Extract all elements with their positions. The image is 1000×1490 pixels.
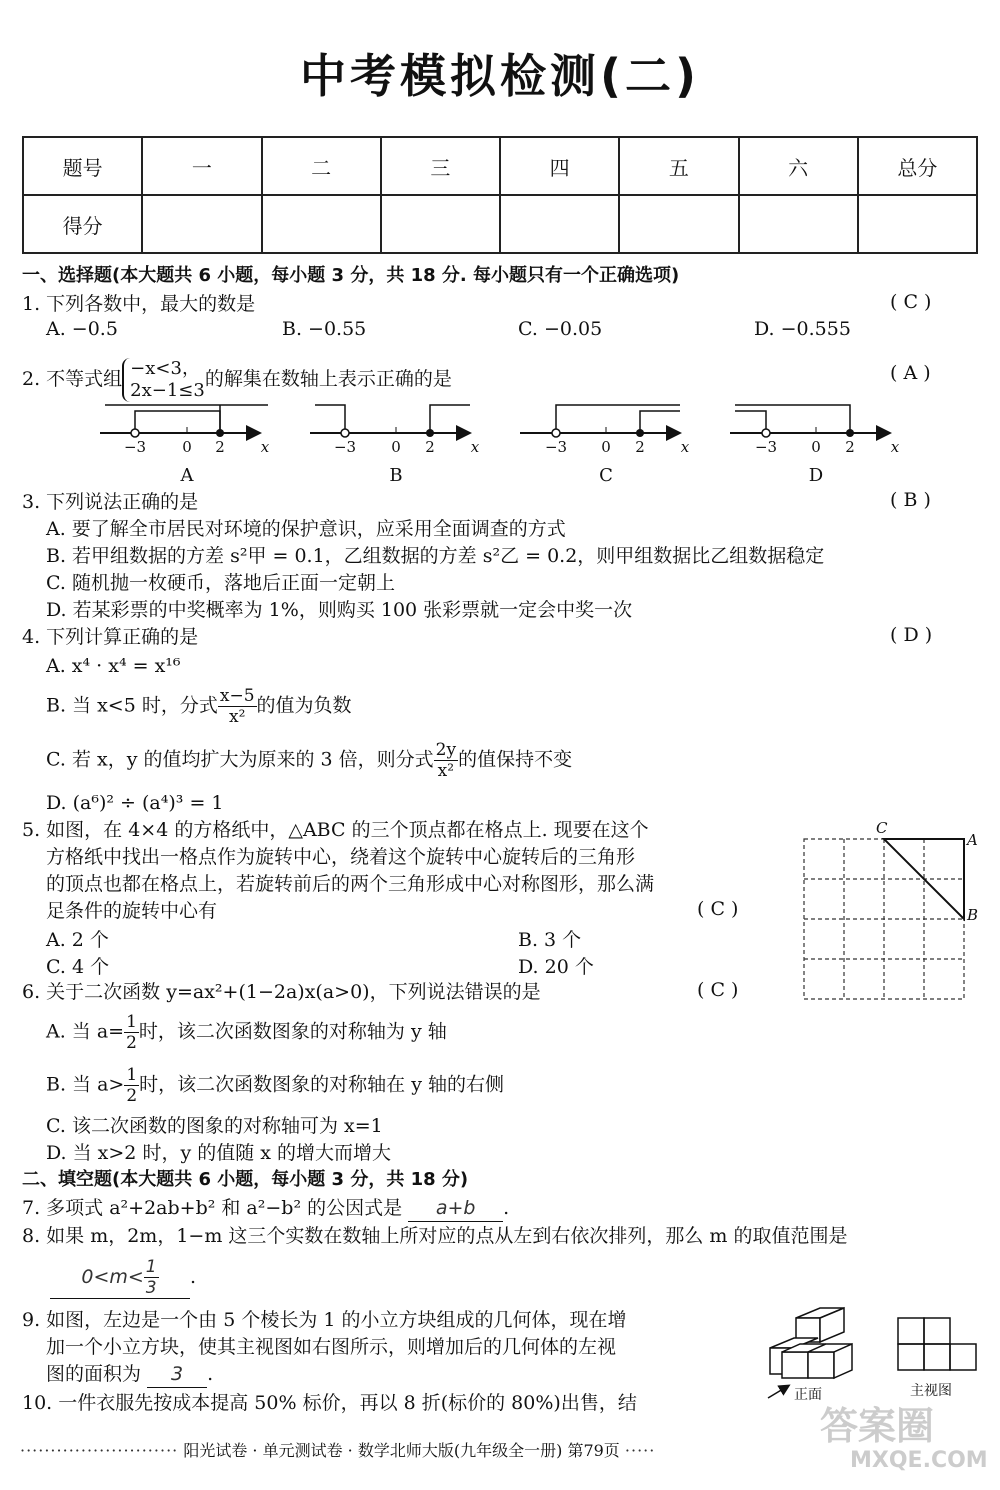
tick-label: −3 (333, 438, 357, 456)
q6-b-fraction (124, 1065, 139, 1106)
number-line-label-d: D (808, 465, 824, 486)
fraction-numerator: x−5 (219, 686, 255, 706)
number-line-c (520, 405, 680, 437)
q8-stem: 8. 如果 m，2m，1−m 这三个实数在数轴上所对应的点从左到右依次排列，那么 m 的取值范围是 (22, 1225, 848, 1247)
table-cell: 一 (142, 137, 261, 195)
q3-option-a: A. 要了解全市居民对环境的保护意识，应采用全面调查的方式 (46, 518, 566, 540)
q8-answer (50, 1257, 190, 1299)
fraction-denominator: 2 (126, 1086, 138, 1106)
table-cell: 四 (500, 137, 619, 195)
q1-option-c: C. −0.05 (518, 318, 603, 340)
tick-label: 0 (811, 438, 821, 456)
number-line-label-b: B (389, 465, 403, 486)
table-cell: 题号 (23, 137, 142, 195)
tick-label: 2 (635, 438, 645, 456)
score-cell (619, 195, 738, 253)
tick-label: 0 (182, 438, 192, 456)
score-cell (500, 195, 619, 253)
q7-line: 7. 多项式 a²+2ab+b² 和 a²−b² 的公因式是 a+b . (22, 1195, 509, 1222)
fraction-numerator: 1 (126, 1012, 137, 1032)
tick-label: 0 (601, 438, 611, 456)
tick-label: x (470, 438, 480, 456)
fraction-numerator: 1 (145, 1257, 157, 1277)
q5-line-2: 方格纸中找出一格点作为旋转中心，绕着这个旋转中心旋转后的三角形 (46, 846, 636, 868)
q4-c-pre: C. 若 x，y 的值均扩大为原来的 3 倍，则分式 (46, 748, 434, 771)
section-2-heading: 二、填空题(本大题共 6 小题，每小题 3 分，共 18 分) (22, 1169, 469, 1190)
tick-label: x (680, 438, 690, 456)
q6-b-pre: B. 当 a> (46, 1073, 125, 1096)
front-label: 正面 (794, 1387, 822, 1403)
q8-answer-line: 0<m< $\frac{1}{3}$ . (50, 1257, 196, 1299)
q5-line-1: 5. 如图，在 4×4 的方格纸中，△ABC 的三个顶点都在格点上. 现要在这个 (22, 819, 649, 841)
q3-option-b: B. 若甲组数据的方差 s²甲 = 0.1，乙组数据的方差 s²乙 = 0.2，则甲组数据比乙组数据稳定 (46, 545, 825, 567)
number-line-d (730, 405, 888, 437)
footer: ·························· 阳光试卷 · 单元测试卷 · 数学北师大版(九年级全一册) 第79页 ····· (20, 1441, 656, 1460)
q3-stem: 3. 下列说法正确的是 (22, 491, 199, 513)
fraction-denominator: 3 (145, 1278, 157, 1298)
fraction-numerator: 1 (126, 1065, 138, 1085)
q5-line-4: 足条件的旋转中心有 (46, 900, 218, 922)
q5-answer: ( C ) (697, 898, 739, 920)
q5-grid-figure (790, 815, 990, 1000)
tick-label: 2 (845, 438, 855, 456)
q9-answer: 3 (147, 1361, 207, 1388)
q4-b-fraction (218, 686, 257, 727)
q6-a-pre: A. 当 a= (46, 1020, 125, 1043)
q10-stem: 10. 一件衣服先按成本提高 50% 标价，再以 8 折(标价的 80%)出售，结 (22, 1392, 637, 1414)
fraction-denominator: x² (437, 761, 455, 781)
point-label-a: A (967, 831, 978, 849)
q2-ineq-2: 2x−1≤3 (130, 380, 205, 401)
q1-answer: ( C ) (890, 291, 932, 313)
q5-option-c: C. 4 个 (46, 956, 110, 978)
view-label: 主视图 (910, 1383, 952, 1399)
q4-option-d: D. (a⁶)² ÷ (a⁴)³ = 1 (46, 792, 224, 814)
q6-option-c: C. 该二次函数的图象的对称轴可为 x=1 (46, 1115, 383, 1137)
tick-label: x (260, 438, 270, 456)
q9-figures (760, 1300, 990, 1405)
q4-b-pre: B. 当 x<5 时，分式 (46, 694, 218, 717)
fraction-denominator: 2 (126, 1033, 137, 1053)
tick-label: −3 (754, 438, 778, 456)
page-title: 中考模拟检测(二) (299, 49, 701, 103)
table-cell: 六 (739, 137, 858, 195)
q4-answer: ( D ) (890, 624, 933, 646)
q9-stem-end: 图的面积为 (46, 1363, 142, 1385)
q9-line-2: 加一个小立方块，使其主视图如右图所示，则增加后的几何体的左视 (46, 1336, 617, 1358)
tick-label: 0 (391, 438, 401, 456)
number-line-a (100, 405, 268, 437)
q4-c-fraction (434, 740, 458, 781)
number-line-label-c: C (599, 465, 613, 486)
number-line-label-a: A (180, 465, 194, 486)
q8-answer-fraction (144, 1257, 159, 1298)
q4-option-b (46, 686, 352, 727)
score-cell (858, 195, 977, 253)
table-cell: 总分 (858, 137, 977, 195)
table-cell: 得分 (23, 195, 142, 253)
q6-b-post: 时，该二次函数图象的对称轴在 y 轴的右侧 (139, 1073, 504, 1096)
q6-answer: ( C ) (697, 979, 739, 1001)
q1-option-d: D. −0.555 (754, 318, 851, 340)
q6-stem: 6. 关于二次函数 y=ax²+(1−2a)x(a>0)，下列说法错误的是 (22, 981, 541, 1003)
front-view (898, 1318, 976, 1370)
q9-line-3: 图的面积为 3 . (46, 1361, 213, 1388)
score-table (22, 136, 978, 254)
tick-label: 2 (425, 438, 435, 456)
q5-line-3: 的顶点也都在格点上，若旋转前后的两个三角形成中心对称图形，那么满 (46, 873, 655, 895)
tick-label: −3 (123, 438, 147, 456)
watermark-url: MXQE.COM (850, 1448, 988, 1473)
cube-solid (770, 1308, 852, 1378)
q5-option-a: A. 2 个 (46, 929, 109, 951)
section-1-heading: 一、选择题(本大题共 6 小题，每小题 3 分，共 18 分. 每小题只有一个正确选项) (22, 265, 680, 286)
q5-option-d: D. 20 个 (518, 956, 594, 978)
q1-option-b: B. −0.55 (282, 318, 367, 340)
q3-answer: ( B ) (890, 489, 931, 511)
score-cell (739, 195, 858, 253)
score-cell (381, 195, 500, 253)
q8-answer-text: 0<m< (81, 1266, 144, 1288)
score-cell (262, 195, 381, 253)
table-cell: 五 (619, 137, 738, 195)
q4-stem: 4. 下列计算正确的是 (22, 626, 199, 648)
number-line-b (310, 405, 470, 437)
tick-label: x (890, 438, 900, 456)
watermark-logo: 答案圈 (820, 1404, 935, 1448)
fraction-denominator: x² (228, 707, 246, 727)
q6-a-post: 时，该二次函数图象的对称轴为 y 轴 (138, 1020, 447, 1043)
point-label-b: B (967, 906, 979, 924)
point-label-c: C (876, 819, 888, 837)
table-cell: 三 (381, 137, 500, 195)
q2-answer: ( A ) (890, 362, 931, 384)
q2-ineq-1: −x<3， (130, 358, 200, 379)
footer-text: 阳光试卷 · 单元测试卷 · 数学北师大版(九年级全一册) (183, 1441, 563, 1460)
q7-stem: 7. 多项式 a²+2ab+b² 和 a²−b² 的公因式是 (22, 1197, 403, 1219)
q2-prefix: 2. 不等式组 (22, 368, 123, 390)
q6-a-fraction (124, 1012, 139, 1053)
page-number: 第79页 (567, 1441, 620, 1460)
q5-option-b: B. 3 个 (518, 929, 582, 951)
q3-option-c: C. 随机抛一枚硬币，落地后正面一定朝上 (46, 572, 395, 594)
q6-option-d: D. 当 x>2 时，y 的值随 x 的增大而增大 (46, 1142, 392, 1164)
q1-option-a: A. −0.5 (46, 318, 118, 340)
q2-number-lines (0, 395, 1000, 490)
q4-option-a: A. x⁴ · x⁴ = x¹⁶ (46, 655, 181, 677)
table-cell: 二 (262, 137, 381, 195)
score-table-score-row (23, 195, 977, 253)
q6-option-a (46, 1012, 447, 1053)
fraction-numerator: 2y (435, 740, 457, 760)
q2-suffix: 的解集在数轴上表示正确的是 (204, 368, 452, 390)
tick-label: −3 (544, 438, 568, 456)
score-cell (142, 195, 261, 253)
q6-option-b (46, 1065, 504, 1106)
q4-c-post: 的值保持不变 (458, 748, 573, 771)
q1-stem: 1. 下列各数中，最大的数是 (22, 293, 256, 315)
score-table-header-row (23, 137, 977, 195)
q4-option-c (46, 740, 572, 781)
q7-answer: a+b (408, 1195, 503, 1222)
q3-option-d: D. 若某彩票的中奖概率为 1%，则购买 100 张彩票就一定会中奖一次 (46, 599, 633, 621)
q4-b-post: 的值为负数 (256, 694, 352, 717)
tick-label: 2 (215, 438, 225, 456)
q9-line-1: 9. 如图，左边是一个由 5 个棱长为 1 的小立方块组成的几何体，现在增 (22, 1309, 627, 1331)
